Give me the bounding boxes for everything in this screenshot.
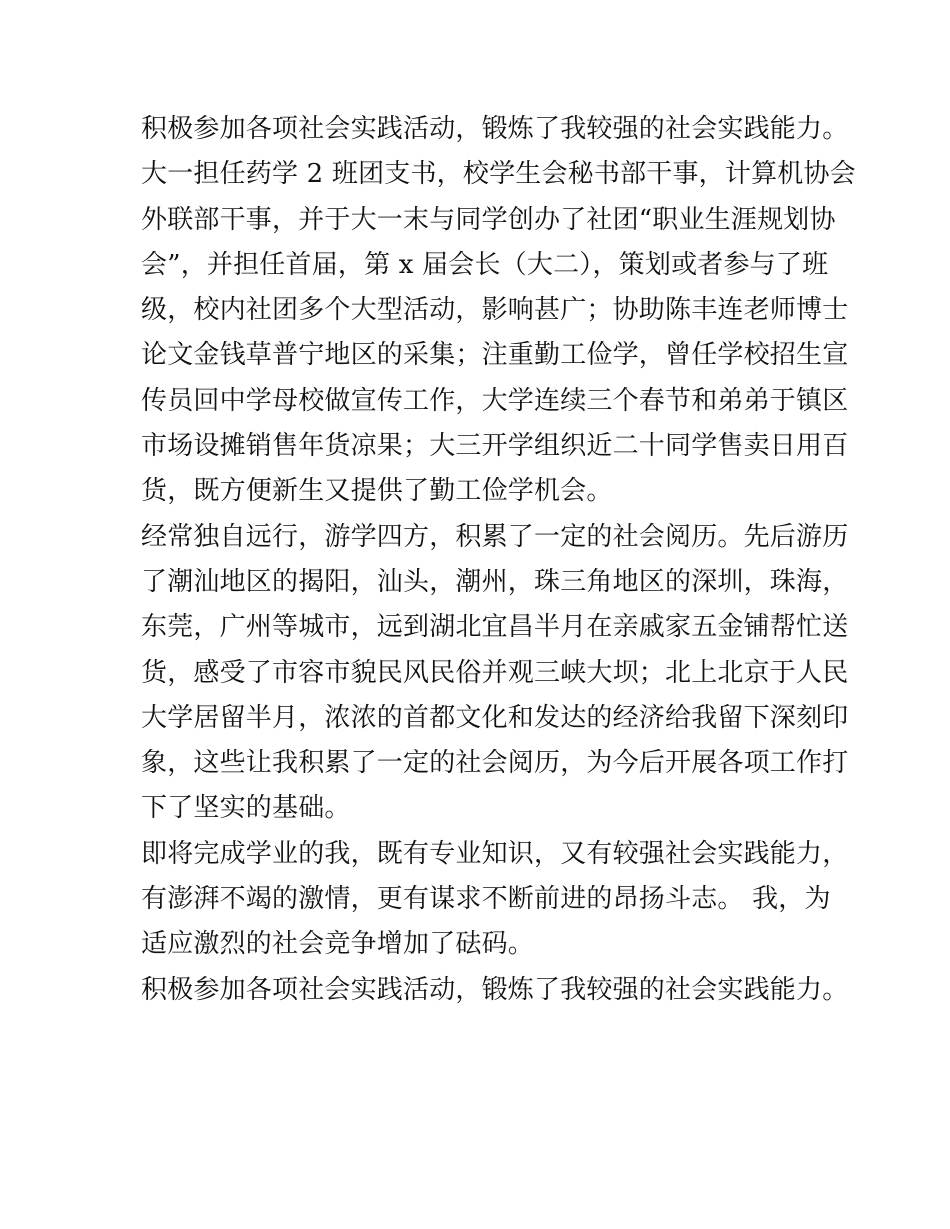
text-line: 货，既方便新生又提供了勤工俭学机会。 xyxy=(141,476,613,507)
text-line: 适应激烈的社会竞争增加了砝码。 xyxy=(141,929,535,960)
text-line: 外联部干事，并于大一末与同学创办了社团“职业生涯规划协 xyxy=(141,204,836,235)
text-line: 积极参加各项社会实践活动，锻炼了我较强的社会实践能力。 xyxy=(141,114,849,144)
text-line: 即将完成学业的我，既有专业知识，又有较强社会实践能力， xyxy=(141,838,849,869)
text-line: 会”，并担任首届，第 x 届会长（大二），策划或者参与了班 xyxy=(141,249,829,280)
text-line: 下了坚实的基础。 xyxy=(141,793,351,824)
text-line: 货，感受了市容市貌民风民俗并观三峡大坝；北上北京于人民 xyxy=(141,657,849,688)
text-line: 级，校内社团多个大型活动，影响甚广；协助陈丰连老师博士 xyxy=(141,295,849,326)
text-line: 大学居留半月，浓浓的首都文化和发达的经济给我留下深刻印 xyxy=(141,702,849,733)
text-line: 传员回中学母校做宣传工作，大学连续三个春节和弟弟于镇区 xyxy=(141,385,849,416)
text-line: 象，这些让我积累了一定的社会阅历，为今后开展各项工作打 xyxy=(141,748,849,779)
text-line: 经常独自远行，游学四方，积累了一定的社会阅历。先后游历 xyxy=(141,521,849,552)
text-line: 积极参加各项社会实践活动，锻炼了我较强的社会实践能力。 xyxy=(141,974,849,1005)
body-text xyxy=(141,107,856,1013)
text-line: 了潮汕地区的揭阳，汕头，潮州，珠三角地区的深圳，珠海， xyxy=(141,566,849,597)
text-line: 论文金钱草普宁地区的采集；注重勤工俭学，曾任学校招生宣 xyxy=(141,340,849,371)
text-line: 东莞，广州等城市，远到湖北宜昌半月在亲戚家五金铺帮忙送 xyxy=(141,612,849,643)
text-line: 有澎湃不竭的激情，更有谋求不断前进的昂扬斗志。 我，为 xyxy=(141,884,831,915)
text-line: 市场设摊销售年货凉果；大三开学组织近二十同学售卖日用百 xyxy=(141,431,849,462)
text-line: 大一担任药学 2 班团支书，校学生会秘书部干事，计算机协会 xyxy=(141,159,856,190)
